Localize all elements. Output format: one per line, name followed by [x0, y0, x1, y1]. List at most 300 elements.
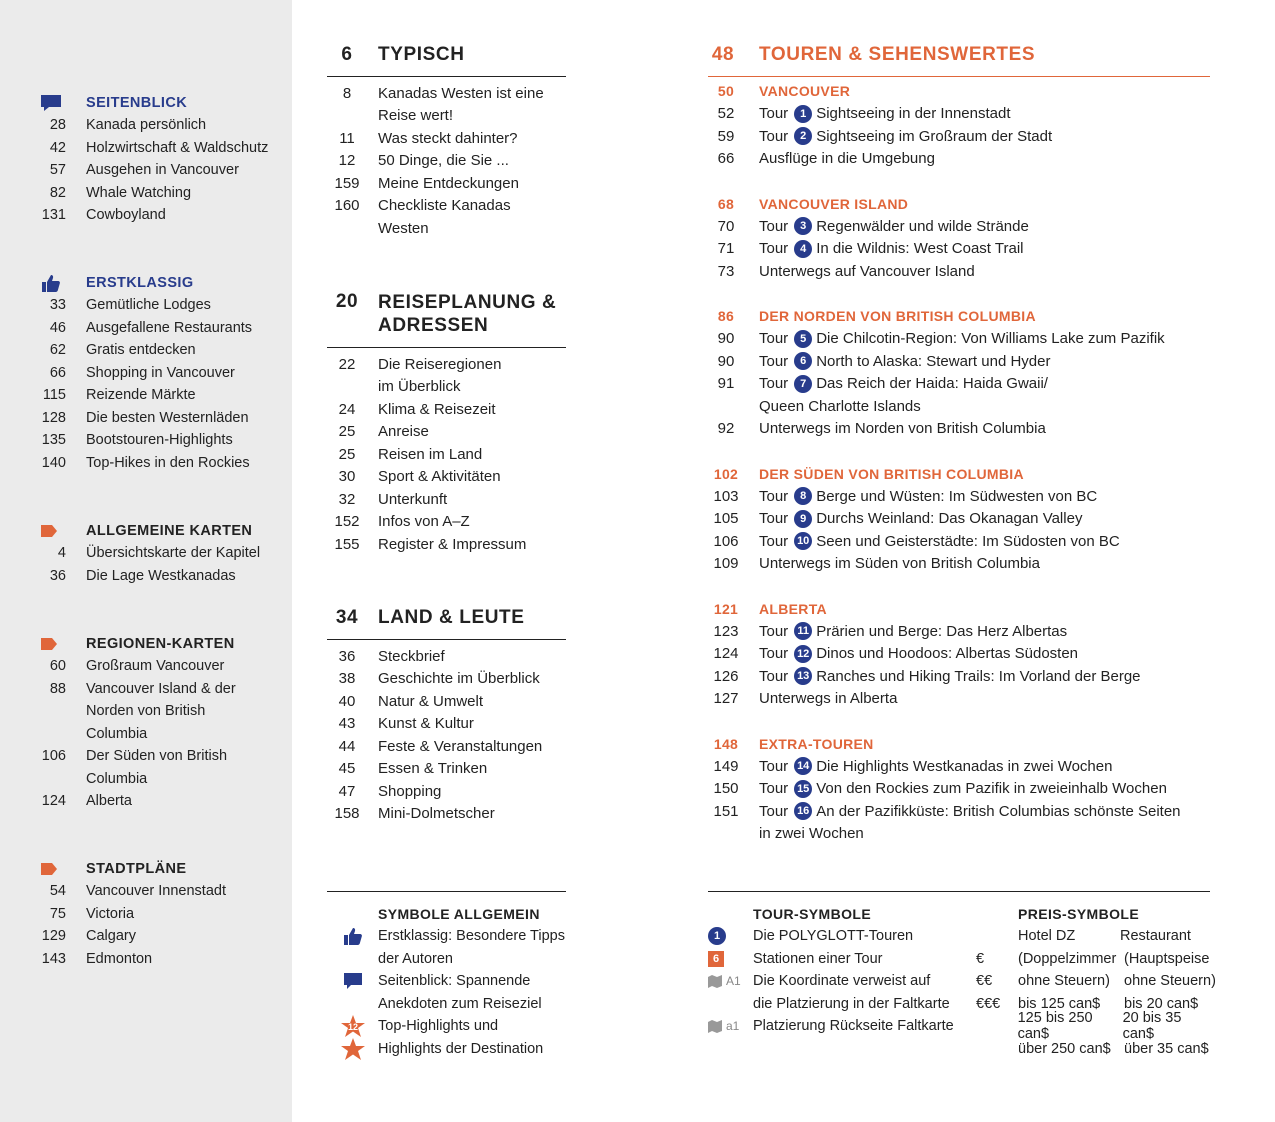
tour-entry[interactable] — [708, 260, 1210, 283]
tour-entry-label — [759, 510, 1082, 528]
tour-number-badge: 5 — [794, 330, 812, 348]
tour-entry-text: Das Reich der Haida: Haida Gwaii/ — [816, 375, 1048, 393]
sidebar-entry-label: Top-Hikes in den Rockies — [86, 454, 250, 471]
tour-group — [708, 598, 1210, 711]
preis-restaurant-1: bis 20 can$ — [1124, 995, 1199, 1012]
toc-entry-label: Natur & Umwelt — [378, 692, 484, 710]
tour-entry-text: An der Pazifikküste: British Columbias schönste Seiten — [816, 802, 1181, 820]
sidebar-section-title: STADTPLÄNE — [86, 861, 187, 877]
tour-entry-label — [759, 555, 1040, 572]
tour-entry[interactable] — [708, 238, 1210, 261]
thumbs-up-icon — [327, 927, 378, 945]
tour-word: Tour — [759, 127, 789, 145]
tour-entry-page: 123 — [713, 622, 739, 640]
tour-number-badge: 2 — [794, 127, 812, 145]
toc-entry[interactable] — [327, 668, 566, 691]
tour-entry[interactable] — [708, 508, 1210, 531]
tour-group-head[interactable] — [708, 463, 1210, 486]
sidebar-entry-label: Die Lage Westkanadas — [86, 567, 236, 584]
tour-word: Tour — [759, 487, 789, 505]
tour-entry[interactable] — [708, 395, 1210, 418]
toc-entry[interactable] — [327, 127, 566, 150]
toc-entry-label: Klima & Reisezeit — [378, 400, 496, 418]
tour-entry-page: 127 — [713, 690, 739, 708]
tour-word: Tour — [759, 330, 789, 348]
sidebar-entry-label: Holzwirtschaft & Waldschutz — [86, 139, 269, 156]
tour-group-page: 68 — [717, 195, 735, 212]
toc-entry[interactable] — [327, 713, 566, 736]
tour-number-badge: 8 — [794, 487, 812, 505]
tour-number-badge: 1 — [794, 105, 812, 123]
map-a1-label: A1 — [726, 974, 741, 989]
sidebar-section-head — [40, 858, 290, 880]
tour-entry-text: Durchs Weinland: Das Okanagan Valley — [816, 510, 1083, 528]
preis-hotel-2: 125 bis 250 can$ — [1017, 1010, 1093, 1043]
sidebar-entry-page: 75 — [49, 905, 66, 922]
tour-entry-label — [759, 802, 1181, 820]
preis-hotel-sub: (Doppelzimmer — [1018, 950, 1117, 967]
tour-entry[interactable] — [708, 485, 1210, 508]
sidebar-entry[interactable] — [40, 362, 290, 385]
sidebar-entry-page: 62 — [49, 342, 66, 359]
tour-entry[interactable] — [708, 553, 1210, 576]
sidebar-entry[interactable] — [40, 790, 290, 813]
tour-entry-text: Queen Charlotte Islands — [759, 397, 921, 415]
tour-entry-page: 70 — [717, 217, 735, 235]
sidebar-entry-label: Alberta — [86, 793, 132, 810]
toc-entry-label: Feste & Veranstaltungen — [378, 737, 543, 755]
legend-tour — [708, 903, 978, 1038]
tour-entry-label — [759, 240, 1023, 258]
tour-entry-page: 73 — [717, 262, 735, 280]
tour-number-badge: 6 — [794, 352, 812, 370]
tour-entry-text: Prärien und Berge: Das Herz Albertas — [816, 622, 1068, 640]
tour-entry[interactable] — [708, 755, 1210, 778]
toc-entry[interactable] — [327, 82, 566, 105]
tour-entry[interactable] — [708, 328, 1210, 351]
tour-word: Tour — [759, 532, 789, 550]
tour-entry[interactable] — [708, 823, 1210, 846]
tour-entry-text: Unterwegs im Norden von British Columbia — [759, 420, 1046, 438]
tour-entry[interactable] — [708, 103, 1210, 126]
legend-preis-title: PREIS-SYMBOLE — [1018, 906, 1140, 922]
section-typisch-page: 6 — [341, 44, 353, 65]
sidebar-entry-page: 135 — [41, 432, 66, 449]
tour-group-title: VANCOUVER — [759, 83, 851, 100]
toc-entry-label: Anreise — [378, 423, 429, 441]
toc-entry[interactable] — [327, 758, 566, 781]
sidebar-entry-label: Norden von British — [86, 703, 206, 720]
tour-entry-label — [759, 757, 1112, 775]
section-reiseplanung — [327, 291, 566, 556]
sidebar-entry-page: 54 — [49, 883, 66, 900]
sidebar-entry[interactable] — [40, 678, 290, 701]
sidebar-entry[interactable] — [40, 114, 290, 137]
tour-entry[interactable] — [708, 350, 1210, 373]
tour-number-badge: 11 — [794, 622, 812, 640]
sidebar-entry[interactable] — [40, 723, 290, 746]
tour-entry-label — [759, 825, 864, 842]
map-icon — [708, 975, 722, 988]
sidebar-entry-label: Gratis entdecken — [86, 342, 196, 359]
section-reiseplanung-title-1: REISEPLANUNG & — [378, 292, 557, 313]
tour-word: Tour — [759, 352, 789, 370]
toc-entry[interactable] — [327, 195, 566, 218]
tour-entry-label — [759, 127, 1052, 145]
sidebar-section-head — [40, 272, 290, 294]
toc-entry[interactable] — [327, 533, 566, 556]
section-touren — [708, 44, 1210, 845]
toc-entry-label: Register & Impressum — [378, 535, 527, 553]
tour-entry-page: 150 — [713, 780, 739, 798]
sidebar-section-title: SEITENBLICK — [86, 95, 188, 111]
sidebar-entry[interactable] — [40, 429, 290, 452]
tour-entry-label — [759, 398, 921, 415]
preis-symbol-3: €€€ — [976, 995, 1001, 1012]
sidebar-entry-label: Übersichtskarte der Kapitel — [86, 545, 261, 562]
legend-allgemein-title: SYMBOLE ALLGEMEIN — [378, 906, 540, 922]
tour-entry-label — [759, 532, 1120, 550]
tour-group-page: 121 — [713, 600, 739, 617]
tour-entry[interactable] — [708, 125, 1210, 148]
legend-highlights-text-2: Highlights der Destination — [378, 1040, 544, 1057]
tour-entry-page: 124 — [713, 645, 739, 663]
tour-group-page: 50 — [717, 83, 735, 100]
tour-word: Tour — [759, 780, 789, 798]
sidebar-entry-page: 128 — [41, 409, 66, 426]
toc-entry-label: 50 Dinge, die Sie ... — [378, 152, 509, 170]
sidebar-entry[interactable] — [40, 137, 290, 160]
preis-restaurant-sub: (Hauptspeise — [1124, 950, 1210, 967]
toc-entry[interactable] — [327, 780, 566, 803]
sidebar-entry-page: 42 — [49, 139, 66, 156]
tour-word: Tour — [759, 510, 789, 528]
tour-group-head[interactable] — [708, 80, 1210, 103]
section-reiseplanung-page: 20 — [335, 291, 359, 312]
tour-number-badge: 15 — [794, 780, 812, 798]
tour-word: Tour — [759, 105, 789, 123]
sidebar-section-head — [40, 633, 290, 655]
toc-entry-label: Reisen im Land — [378, 445, 483, 463]
section-reiseplanung-title-2: ADRESSEN — [378, 315, 489, 336]
legend-seitenblick-text-2: Anekdoten zum Reiseziel — [378, 995, 542, 1012]
toc-entry-label: Kanadas Westen ist eine — [378, 84, 544, 102]
section-land-title: LAND & LEUTE — [378, 607, 525, 628]
tour-entry-text: Sightseeing in der Innenstadt — [816, 105, 1011, 123]
tour-entry-label — [759, 667, 1141, 685]
sidebar-entry-page: 143 — [41, 950, 66, 967]
sidebar-entry-label: Ausgefallene Restaurants — [86, 319, 253, 336]
tour-group-page: 86 — [717, 308, 735, 325]
toc-entry-page: 44 — [338, 737, 356, 755]
map-tag-icon — [40, 637, 86, 651]
preis-restaurant-header: Restaurant — [1120, 928, 1191, 945]
sidebar-entry-label: Gemütliche Lodges — [86, 297, 211, 314]
sidebar-entry-label: Großraum Vancouver — [86, 658, 225, 675]
legend-koordinate-text: Die Koordinate verweist auf — [753, 973, 931, 990]
toc-entry-label: Reise wert! — [378, 107, 454, 125]
tour-entry-page: 151 — [713, 802, 739, 820]
sidebar-entry[interactable] — [40, 768, 290, 791]
tour-group — [708, 305, 1210, 440]
star-number-icon — [327, 1015, 378, 1037]
tour-entry-text: Die Highlights Westkanadas in zwei Wochen — [816, 757, 1113, 775]
tour-entry-page: 52 — [717, 105, 735, 123]
toc-entry-page: 38 — [338, 670, 356, 688]
sidebar-entry[interactable] — [40, 204, 290, 227]
sidebar-entry[interactable] — [40, 700, 290, 723]
sidebar-entry[interactable] — [40, 880, 290, 903]
tour-entry-page: 105 — [713, 510, 739, 528]
star-icon — [327, 1038, 378, 1060]
sidebar-entry[interactable] — [40, 565, 290, 588]
toc-entry[interactable] — [327, 421, 566, 444]
preis-hotel-1: bis 125 can$ — [1018, 995, 1101, 1012]
legend-station-text: Stationen einer Tour — [753, 950, 883, 967]
sidebar-entry-label: Kanada persönlich — [86, 117, 207, 134]
toc-entry-label: Shopping — [378, 782, 442, 800]
toc-entry-page: 43 — [338, 715, 356, 733]
tour-entry[interactable] — [708, 665, 1210, 688]
sidebar-entry-label: Vancouver Innenstadt — [86, 883, 226, 900]
tour-entry-text: Ausflüge in die Umgebung — [759, 150, 935, 168]
toc-entry-label: Mini-Dolmetscher — [378, 805, 495, 823]
tour-word: Tour — [759, 802, 789, 820]
tour-group-title: EXTRA-TOUREN — [759, 735, 874, 752]
tour-entry-label — [759, 105, 1011, 123]
tour-entry-page: 109 — [713, 555, 739, 573]
toc-entry-page: 40 — [338, 692, 356, 710]
tour-entry[interactable] — [708, 215, 1210, 238]
preis-symbol-2: €€ — [976, 973, 993, 990]
preis-restaurant-3: über 35 can$ — [1124, 1040, 1209, 1057]
tour-entry[interactable] — [708, 688, 1210, 711]
toc-entry[interactable] — [327, 150, 566, 173]
toc-entry-label: Was steckt dahinter? — [378, 129, 518, 147]
tour-entry-text: Sightseeing im Großraum der Stadt — [816, 127, 1053, 145]
sidebar-section-head — [40, 520, 290, 542]
sidebar-entry-page: 129 — [41, 928, 66, 945]
toc-entry-label: Essen & Trinken — [378, 760, 488, 778]
tour-group-head[interactable] — [708, 305, 1210, 328]
sidebar-entry[interactable] — [40, 159, 290, 182]
sidebar-entry-label: Shopping in Vancouver — [86, 364, 235, 381]
tour-group-title: DER SÜDEN VON BRITISH COLUMBIA — [759, 465, 1024, 482]
toc-entry[interactable] — [327, 217, 566, 240]
toc-entry-page: 25 — [338, 445, 356, 463]
section-land-head — [327, 607, 566, 640]
toc-entry-page: 30 — [338, 468, 356, 486]
sidebar-entry[interactable] — [40, 903, 290, 926]
toc-entry[interactable] — [327, 466, 566, 489]
tour-group-head[interactable] — [708, 193, 1210, 216]
sidebar-entry-page: 124 — [41, 793, 66, 810]
toc-entry[interactable] — [327, 488, 566, 511]
toc-entry-page: 22 — [338, 355, 356, 373]
section-touren-title: TOUREN & SEHENSWERTES — [759, 44, 1036, 65]
tour-entry[interactable] — [708, 778, 1210, 801]
tour-entry-text: North to Alaska: Stewart und Hyder — [816, 352, 1051, 370]
sidebar-entry-page: 33 — [49, 297, 66, 314]
sidebar-section-erstklassig — [40, 272, 290, 474]
sidebar-entry-label: Vancouver Island & der — [86, 680, 236, 697]
preis-hotel-sub2: ohne Steuern) — [1018, 973, 1110, 990]
preis-restaurant-sub2: ohne Steuern) — [1124, 973, 1216, 990]
sidebar-entry[interactable] — [40, 407, 290, 430]
tour-group-title: DER NORDEN VON BRITISH COLUMBIA — [759, 308, 1036, 325]
tour-number-badge: 10 — [794, 532, 812, 550]
tour-entry[interactable] — [708, 620, 1210, 643]
tour-entry[interactable] — [708, 418, 1210, 441]
toc-entry-page: 47 — [338, 782, 356, 800]
tour-entry-text: Ranches und Hiking Trails: Im Vorland der Berge — [816, 667, 1141, 685]
tour-entry-page: 103 — [713, 487, 739, 505]
map-tag-icon — [40, 862, 86, 876]
thumbs-up-icon — [40, 274, 86, 292]
legend-divider-left — [327, 891, 566, 892]
legend-rueckseite-text: Platzierung Rückseite Faltkarte — [753, 1018, 954, 1035]
tour-word: Tour — [759, 375, 789, 393]
map-tag-icon — [40, 524, 86, 538]
toc-entry-label: Geschichte im Überblick — [378, 670, 540, 688]
sidebar-entry[interactable] — [40, 452, 290, 475]
preis-hotel-header: Hotel DZ — [1018, 928, 1076, 945]
tour-entry-label — [759, 263, 975, 280]
tour-entry-text: Regenwälder und wilde Strände — [816, 217, 1029, 235]
toc-entry[interactable] — [327, 511, 566, 534]
toc-entry[interactable] — [327, 735, 566, 758]
tour-entry-label — [759, 217, 1029, 235]
tour-group — [708, 463, 1210, 576]
sidebar-entry[interactable] — [40, 948, 290, 971]
toc-entry-page: 158 — [334, 805, 360, 823]
tour-entry-text: Unterwegs in Alberta — [759, 690, 898, 708]
tour-entry[interactable] — [708, 530, 1210, 553]
toc-entry-label: Westen — [378, 219, 429, 237]
legend-highlights-text: Top-Highlights und — [378, 1018, 499, 1035]
sidebar-entry[interactable] — [40, 384, 290, 407]
sidebar-entry-label: Edmonton — [86, 950, 153, 967]
tour-entry-label — [759, 780, 1167, 798]
section-touren-head — [708, 44, 1210, 77]
tour-group — [708, 80, 1210, 170]
tour-word: Tour — [759, 622, 789, 640]
sidebar-entry[interactable] — [40, 655, 290, 678]
toc-entry[interactable] — [327, 443, 566, 466]
sidebar-entry-label: Columbia — [86, 770, 148, 787]
legend-tour-text: Die POLYGLOTT-Touren — [753, 928, 914, 945]
tour-entry-text: Von den Rockies zum Pazifik in zweieinhalb Wochen — [816, 780, 1167, 798]
section-touren-page: 48 — [711, 44, 735, 65]
tour-entry[interactable] — [708, 800, 1210, 823]
tour-entry-text: in zwei Wochen — [759, 825, 864, 843]
sidebar-entry-page: 115 — [42, 387, 66, 404]
tour-entry-page: 106 — [713, 532, 739, 550]
section-reiseplanung-head — [327, 291, 566, 348]
sidebar-entry[interactable] — [40, 339, 290, 362]
sidebar-entry-label: Cowboyland — [86, 207, 166, 224]
sidebar-entry-label: Whale Watching — [86, 184, 192, 201]
toc-entry-page: 160 — [334, 197, 360, 215]
sidebar-entry-label: Bootstouren-Highlights — [86, 432, 233, 449]
sidebar-entry[interactable] — [40, 317, 290, 340]
station-badge-icon: 6 — [708, 951, 724, 967]
toc-entry-label: Sport & Aktivitäten — [378, 468, 501, 486]
tour-number-badge: 3 — [794, 217, 812, 235]
tour-entry-page: 90 — [717, 352, 735, 370]
section-land-page: 34 — [335, 607, 359, 628]
toc-entry[interactable] — [327, 645, 566, 668]
tour-entry-page: 92 — [717, 420, 735, 438]
sidebar-entry-label: Reizende Märkte — [86, 387, 196, 404]
toc-entry[interactable] — [327, 803, 566, 826]
tour-entry-text: Berge und Wüsten: Im Südwesten von BC — [816, 487, 1098, 505]
tour-entry[interactable] — [708, 643, 1210, 666]
tour-group-title: ALBERTA — [759, 600, 827, 617]
toc-entry[interactable] — [327, 398, 566, 421]
legend-tour-title: TOUR-SYMBOLE — [753, 906, 872, 922]
sidebar-entry-page: 57 — [49, 162, 66, 179]
sidebar-entry-page: 140 — [41, 454, 66, 471]
tour-entry-label — [759, 150, 935, 167]
sidebar-entry[interactable] — [40, 542, 290, 565]
sidebar-entry-page: 106 — [41, 748, 66, 765]
toc-entry[interactable] — [327, 105, 566, 128]
tour-entry-text: Dinos und Hoodoos: Albertas Südosten — [816, 645, 1079, 663]
tour-entry-page: 59 — [717, 127, 735, 145]
toc-entry-page: 24 — [338, 400, 356, 418]
sidebar-entry[interactable] — [40, 182, 290, 205]
toc-entry[interactable] — [327, 376, 566, 399]
sidebar-entry-page: 36 — [49, 567, 66, 584]
toc-entry[interactable] — [327, 690, 566, 713]
tour-entry-label — [759, 690, 897, 707]
toc-entry-label: Die Reiseregionen — [378, 355, 502, 373]
sidebar-entry[interactable] — [40, 294, 290, 317]
tour-group-head[interactable] — [708, 598, 1210, 621]
toc-entry[interactable] — [327, 172, 566, 195]
tour-entry-text: Seen und Geisterstädte: Im Südosten von BC — [816, 532, 1120, 550]
section-land — [327, 607, 566, 825]
speech-bubble-icon — [40, 94, 86, 112]
tour-entry[interactable] — [708, 373, 1210, 396]
toc-entry-page: 159 — [334, 174, 360, 192]
legend-allgemein — [327, 903, 567, 1060]
tour-word: Tour — [759, 645, 789, 663]
tour-group-head[interactable] — [708, 733, 1210, 756]
tour-badge-icon: 1 — [708, 927, 726, 945]
tour-entry[interactable] — [708, 148, 1210, 171]
sidebar-entry[interactable] — [40, 925, 290, 948]
toc-entry-label: Infos von A–Z — [378, 513, 470, 531]
legend-erstklassig-text: Erstklassig: Besondere Tipps — [378, 928, 565, 945]
sidebar-entry[interactable] — [40, 745, 290, 768]
toc-entry-page: 12 — [338, 152, 356, 170]
tour-number-badge: 9 — [794, 510, 812, 528]
sidebar-entry-page: 28 — [49, 117, 66, 134]
toc-entry-page: 36 — [338, 647, 356, 665]
speech-bubble-icon — [327, 972, 378, 990]
tour-entry-label — [759, 487, 1097, 505]
tour-word: Tour — [759, 240, 789, 258]
toc-entry-label: Steckbrief — [378, 647, 445, 665]
preis-symbol-1: € — [976, 950, 985, 967]
toc-entry-label: Kunst & Kultur — [378, 715, 474, 733]
tour-entry-label — [759, 330, 1165, 348]
tour-word: Tour — [759, 667, 789, 685]
tour-word: Tour — [759, 757, 789, 775]
toc-entry[interactable] — [327, 353, 566, 376]
